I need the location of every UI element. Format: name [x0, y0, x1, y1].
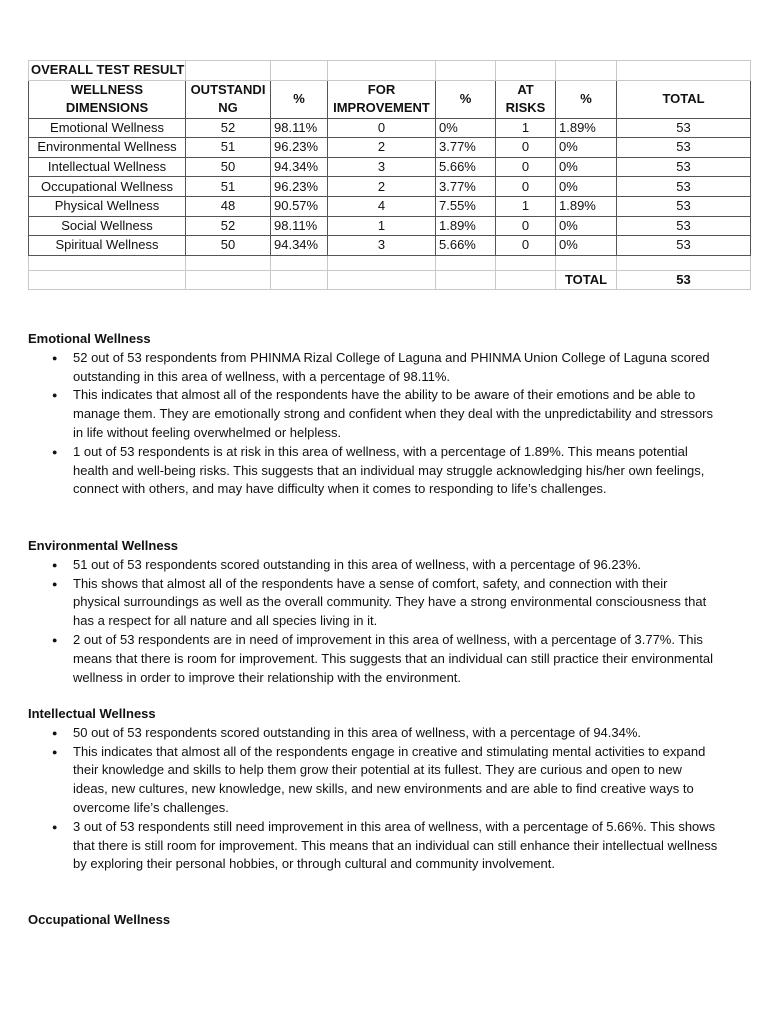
- cell-at-risk: 1: [496, 196, 556, 216]
- overall-results-table: [28, 60, 751, 290]
- list-item: ● 2 out of 53 respondents are in need of improvement in this area of wellness, with a percentage of 3.77%. This means that there is room for improvement. This suggests that an individual can still practice their environmental wellness in order to improve their relationship with the environment.: [73, 631, 718, 687]
- cell-total: 53: [617, 138, 751, 158]
- cell-at-risk: 0: [496, 138, 556, 158]
- list-item: ● This indicates that almost all of the respondents have the ability to be aware of their emotions and be able to manage them. They are emotionally strong and confident when they deal with the unpredictability and stressors in life without feeling overwhelmed or helpless.: [73, 386, 718, 442]
- cell-improvement: 1: [328, 216, 436, 236]
- cell-dimension: Intellectual Wellness: [29, 157, 186, 177]
- list-item: ● 50 out of 53 respondents scored outstanding in this area of wellness, with a percentage of 94.34%.: [73, 724, 718, 743]
- cell-total: 53: [617, 177, 751, 197]
- cell-at-risk: 0: [496, 236, 556, 256]
- cell-at-risk: 1: [496, 118, 556, 138]
- table-row: [29, 138, 751, 158]
- header-pct-improvement: %: [436, 80, 496, 118]
- cell-at-risk: 0: [496, 177, 556, 197]
- cell-pct-improvement: 5.66%: [436, 157, 496, 177]
- cell-improvement: 0: [328, 118, 436, 138]
- table-row: [29, 177, 751, 197]
- bullet-list: [28, 724, 718, 874]
- table-header-row: [29, 80, 751, 118]
- cell-improvement: 2: [328, 138, 436, 158]
- list-item: ● This indicates that almost all of the respondents engage in creative and stimulating mental activities to expand their knowledge and skills to help them grow their potential at its fullest. They are curious and open to new ideas, new cultures, new knowledge, new skills, and new environments and are able to find creative ways to overcome life’s challenges.: [73, 743, 718, 818]
- list-item: ● 3 out of 53 respondents still need improvement in this area of wellness, with a percentage of 5.66%. This shows that there is still room for improvement. This means that an individual can still enhance their intellectual wellness by exploring their personal hobbies, or through cultural and community involvement.: [73, 818, 718, 874]
- cell-improvement: 3: [328, 236, 436, 256]
- cell-total: 53: [617, 236, 751, 256]
- cell-pct-at-risk: 1.89%: [556, 118, 617, 138]
- list-item: ● 51 out of 53 respondents scored outstanding in this area of wellness, with a percentage of 96.23%.: [73, 556, 718, 575]
- header-total: TOTAL: [617, 80, 751, 118]
- cell-at-risk: 0: [496, 157, 556, 177]
- cell-pct-at-risk: 0%: [556, 138, 617, 158]
- cell-pct-outstanding: 96.23%: [271, 177, 328, 197]
- section-heading: Occupational Wellness: [28, 912, 171, 927]
- table-title-row: [29, 61, 751, 81]
- cell-dimension: Environmental Wellness: [29, 138, 186, 158]
- cell-dimension: Emotional Wellness: [29, 118, 186, 138]
- cell-total: 53: [617, 157, 751, 177]
- cell-pct-at-risk: 0%: [556, 216, 617, 236]
- section-emotional: [28, 330, 718, 499]
- header-pct-at-risk: %: [556, 80, 617, 118]
- cell-at-risk: 0: [496, 216, 556, 236]
- cell-outstanding: 52: [186, 216, 271, 236]
- header-at-risk: AT RISKS: [496, 80, 556, 118]
- cell-pct-at-risk: 0%: [556, 236, 617, 256]
- list-item: ● 52 out of 53 respondents from PHINMA Rizal College of Laguna and PHINMA Union College of Laguna scored outstanding in this area of wellness, with a percentage of 98.11%.: [73, 349, 718, 387]
- bullet-list: [28, 349, 718, 499]
- list-item: ● 1 out of 53 respondents is at risk in this area of wellness, with a percentage of 1.89%. This means potential health and well-being risks. This suggests that an individual may struggle acknowledging his/her own feelings, connect with others, and may have difficulty when it comes to responding to life’s challenges.: [73, 443, 718, 499]
- cell-pct-outstanding: 94.34%: [271, 236, 328, 256]
- header-improvement: FOR IMPROVEMENT: [328, 80, 436, 118]
- bullet-list: [28, 556, 718, 688]
- cell-pct-outstanding: 98.11%: [271, 118, 328, 138]
- total-value: 53: [617, 270, 751, 290]
- cell-outstanding: 51: [186, 138, 271, 158]
- cell-dimension: Spiritual Wellness: [29, 236, 186, 256]
- header-outstanding: OUTSTANDI NG: [186, 80, 271, 118]
- cell-dimension: Occupational Wellness: [29, 177, 186, 197]
- cell-dimension: Physical Wellness: [29, 196, 186, 216]
- cell-pct-improvement: 7.55%: [436, 196, 496, 216]
- total-label: TOTAL: [556, 270, 617, 290]
- table-row: [29, 216, 751, 236]
- cell-outstanding: 52: [186, 118, 271, 138]
- cell-pct-at-risk: 1.89%: [556, 196, 617, 216]
- cell-improvement: 4: [328, 196, 436, 216]
- section-environmental: [28, 537, 718, 687]
- section-occupational: [28, 911, 718, 930]
- cell-pct-outstanding: 94.34%: [271, 157, 328, 177]
- table-title: OVERALL TEST RESULT: [29, 61, 186, 81]
- table-row: [29, 118, 751, 138]
- cell-pct-improvement: 3.77%: [436, 177, 496, 197]
- list-item: ● This shows that almost all of the respondents have a sense of comfort, safety, and connection with their physical surroundings as well as the overall community. They have a strong environmental consciousness that has a respect for all nature and all species living in it.: [73, 575, 718, 631]
- cell-pct-improvement: 3.77%: [436, 138, 496, 158]
- table-row: [29, 157, 751, 177]
- cell-outstanding: 50: [186, 157, 271, 177]
- cell-improvement: 3: [328, 157, 436, 177]
- header-pct-outstanding: %: [271, 80, 328, 118]
- cell-total: 53: [617, 196, 751, 216]
- section-heading: Emotional Wellness: [28, 331, 151, 346]
- section-heading: Intellectual Wellness: [28, 706, 156, 721]
- table-row: [29, 236, 751, 256]
- cell-pct-outstanding: 90.57%: [271, 196, 328, 216]
- section-intellectual: [28, 705, 718, 874]
- cell-outstanding: 51: [186, 177, 271, 197]
- cell-improvement: 2: [328, 177, 436, 197]
- table-empty-row: [29, 255, 751, 270]
- table-total-row: [29, 270, 751, 290]
- cell-total: 53: [617, 216, 751, 236]
- cell-pct-improvement: 0%: [436, 118, 496, 138]
- cell-pct-outstanding: 98.11%: [271, 216, 328, 236]
- cell-pct-at-risk: 0%: [556, 177, 617, 197]
- cell-pct-outstanding: 96.23%: [271, 138, 328, 158]
- cell-dimension: Social Wellness: [29, 216, 186, 236]
- header-dimension: WELLNESS DIMENSIONS: [29, 80, 186, 118]
- section-heading: Environmental Wellness: [28, 538, 179, 553]
- cell-outstanding: 50: [186, 236, 271, 256]
- cell-pct-improvement: 1.89%: [436, 216, 496, 236]
- table-row: [29, 196, 751, 216]
- cell-pct-at-risk: 0%: [556, 157, 617, 177]
- cell-total: 53: [617, 118, 751, 138]
- cell-pct-improvement: 5.66%: [436, 236, 496, 256]
- cell-outstanding: 48: [186, 196, 271, 216]
